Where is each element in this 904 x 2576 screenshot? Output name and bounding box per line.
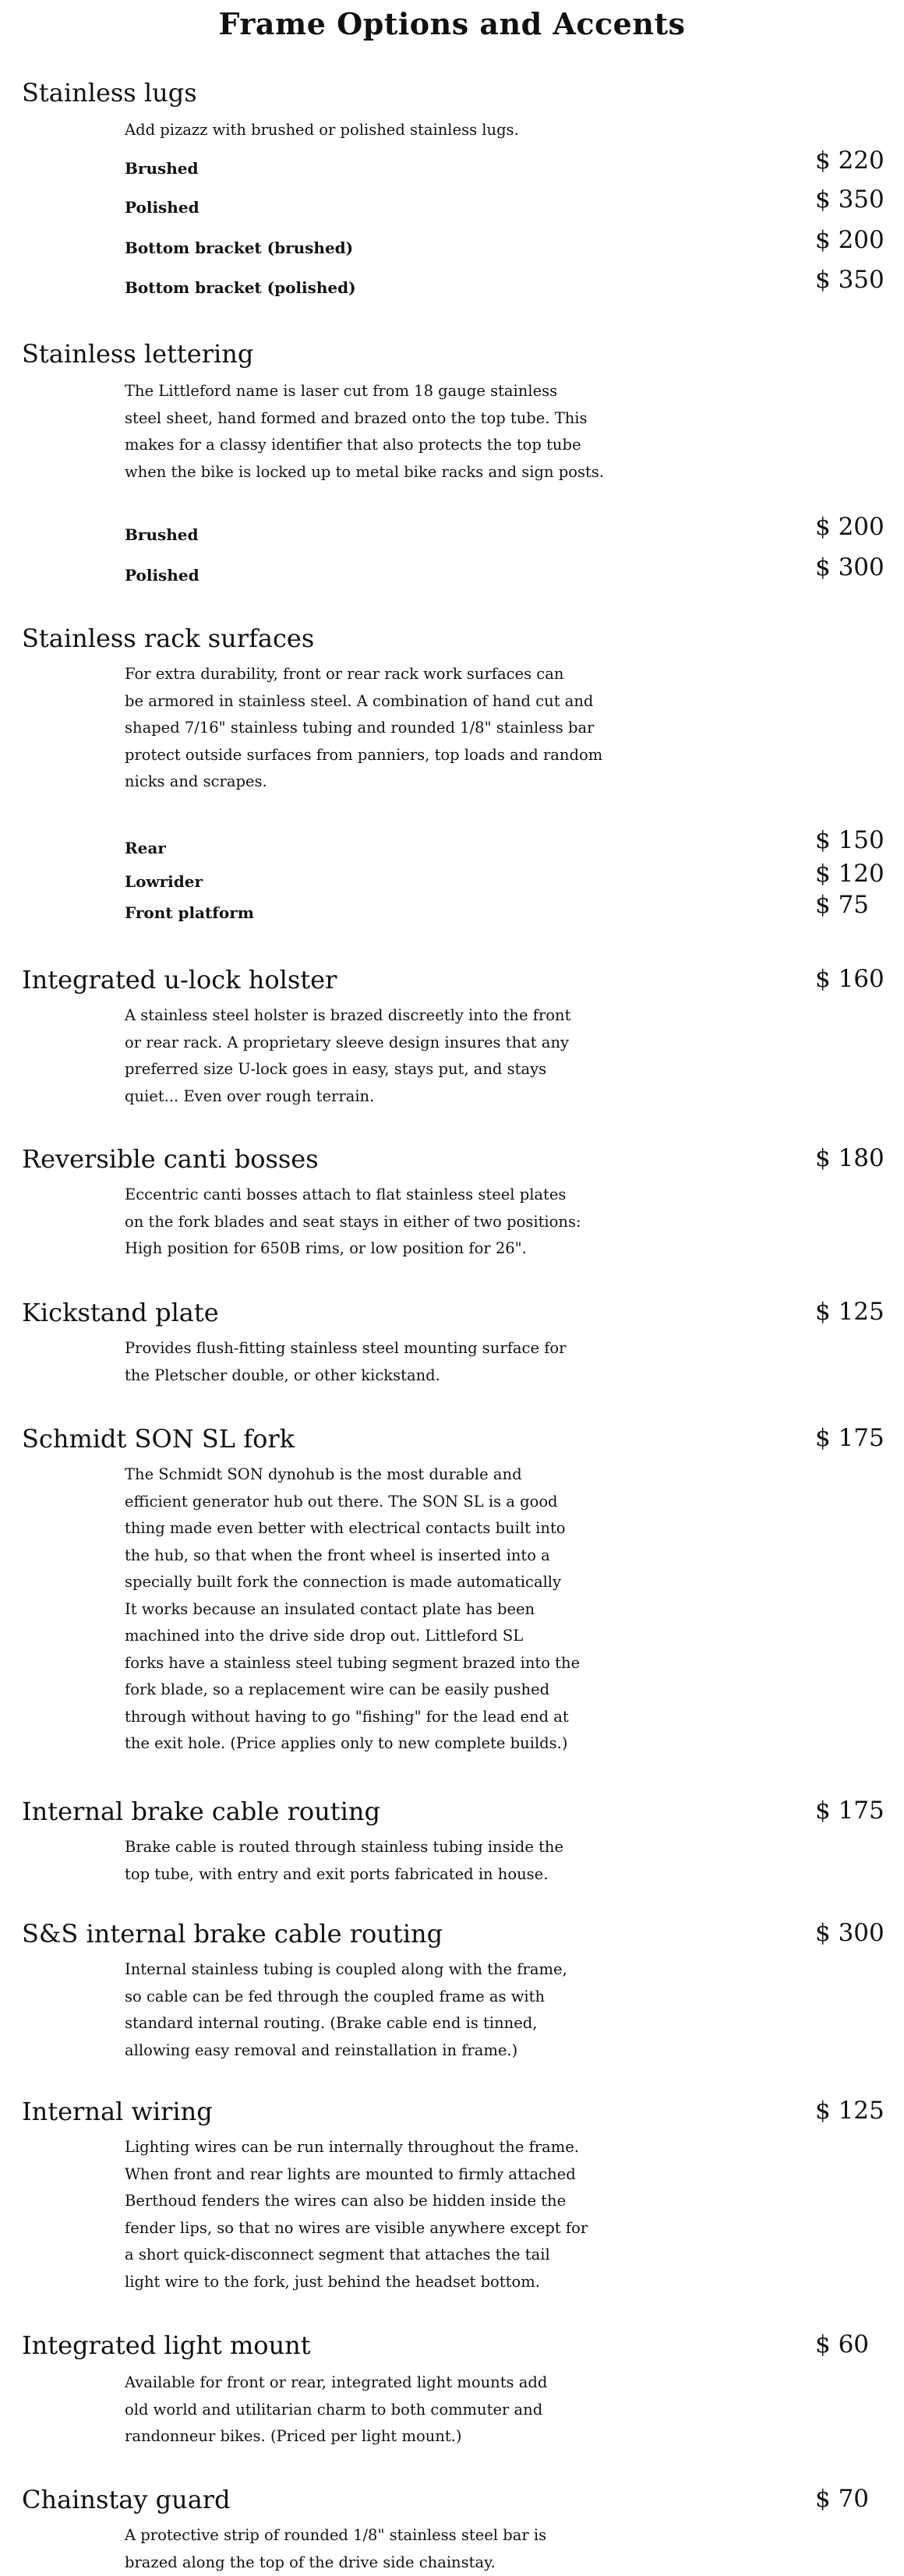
description-line: the exit hole. (Price applies only to new complete builds.) xyxy=(125,1730,670,1758)
description-line: top tube, with entry and exit ports fabricated in house. xyxy=(125,1861,670,1889)
section-heading: Kickstand plate xyxy=(22,1298,219,1327)
option-label: Brushed xyxy=(125,525,199,544)
option-price: $ 350 xyxy=(815,266,885,294)
section-heading: Internal brake cable routing xyxy=(22,1797,380,1826)
section-heading: Chainstay guard xyxy=(22,2485,231,2514)
description-line: For extra durability, front or rear rack work surfaces can xyxy=(125,661,670,688)
option-label: Front platform xyxy=(125,903,254,922)
description-line: Brake cable is routed through stainless tubing inside the xyxy=(125,1834,670,1861)
description-line: When front and rear lights are mounted to firmly attached xyxy=(125,2161,670,2189)
section-heading: Stainless lettering xyxy=(22,339,253,369)
section-heading: Stainless lugs xyxy=(22,78,197,108)
section-heading: Integrated u-lock holster xyxy=(22,965,337,995)
description-line: The Littleford name is laser cut from 18 gauge stainless xyxy=(125,378,670,405)
description-line: the hub, so that when the front wheel is inserted into a xyxy=(125,1542,670,1570)
section-heading: Internal wiring xyxy=(22,2097,213,2126)
section-description xyxy=(125,2134,670,2295)
description-line: Add pizazz with brushed or polished stainless lugs. xyxy=(125,117,670,144)
option-price: $ 200 xyxy=(815,226,885,254)
section-heading: Schmidt SON SL fork xyxy=(22,1424,295,1454)
description-line: The Schmidt SON dynohub is the most durable and xyxy=(125,1461,670,1489)
description-line: the Pletscher double, or other kickstand. xyxy=(125,1362,670,1390)
description-line: thing made even better with electrical contacts built into xyxy=(125,1515,670,1542)
description-line: makes for a classy identifier that also protects the top tube xyxy=(125,432,670,459)
description-line: be armored in stainless steel. A combination of hand cut and xyxy=(125,688,670,716)
description-line: allowing easy removal and reinstallation in frame.) xyxy=(125,2037,670,2065)
section-heading: Integrated light mount xyxy=(22,2330,311,2360)
option-price: $ 350 xyxy=(815,186,885,214)
description-line: Provides flush-fitting stainless steel mounting surface for xyxy=(125,1335,670,1362)
section-description xyxy=(125,1182,670,1263)
description-line: A stainless steel holster is brazed discreetly into the front xyxy=(125,1002,670,1030)
description-line: It works because an insulated contact plate has been xyxy=(125,1596,670,1624)
section-description xyxy=(125,1335,670,1389)
section-price: $ 125 xyxy=(815,2097,885,2125)
section-heading: Reversible canti bosses xyxy=(22,1144,319,1174)
description-line: forks have a stainless steel tubing segment brazed into the xyxy=(125,1650,670,1677)
option-price: $ 150 xyxy=(815,826,885,854)
description-line: so cable can be fed through the coupled frame as with xyxy=(125,1984,670,2011)
description-line: quiet... Even over rough terrain. xyxy=(125,1083,670,1111)
description-line: specially built fork the connection is made automatically xyxy=(125,1569,670,1596)
description-line: Internal stainless tubing is coupled along with the frame, xyxy=(125,1956,670,1984)
section-description xyxy=(125,1834,670,1888)
description-line: a short quick-disconnect segment that attaches the tail xyxy=(125,2242,670,2269)
section-price: $ 125 xyxy=(815,1298,885,1326)
description-line: on the fork blades and seat stays in either of two positions: xyxy=(125,1209,670,1236)
option-price: $ 75 xyxy=(815,891,869,919)
description-line: fork blade, so a replacement wire can be easily pushed xyxy=(125,1677,670,1704)
description-line: steel sheet, hand formed and brazed onto the top tube. This xyxy=(125,405,670,433)
description-line: High position for 650B rims, or low position for 26". xyxy=(125,1235,670,1263)
option-label: Brushed xyxy=(125,159,199,178)
option-label: Bottom bracket (brushed) xyxy=(125,239,353,257)
section-price: $ 60 xyxy=(815,2330,869,2359)
section-description xyxy=(125,1002,670,1110)
description-line: old world and utilitarian charm to both commuter and xyxy=(125,2397,670,2424)
section-description xyxy=(125,378,670,486)
description-line: A protective strip of rounded 1/8" stainless steel bar is xyxy=(125,2522,670,2549)
description-line: or rear rack. A proprietary sleeve design insures that any xyxy=(125,1030,670,1057)
section-description xyxy=(125,1461,670,1758)
description-line: nicks and scrapes. xyxy=(125,769,670,796)
section-price: $ 70 xyxy=(815,2485,869,2513)
section-description xyxy=(125,117,670,144)
description-line: fender lips, so that no wires are visible anywhere except for xyxy=(125,2215,670,2242)
description-line: light wire to the fork, just behind the headset bottom. xyxy=(125,2269,670,2296)
description-line: shaped 7/16" stainless tubing and rounded 1/8" stainless bar xyxy=(125,715,670,742)
description-line: Berthoud fenders the wires can also be hidden inside the xyxy=(125,2188,670,2215)
section-price: $ 180 xyxy=(815,1144,885,1172)
option-price: $ 220 xyxy=(815,147,885,175)
section-price: $ 300 xyxy=(815,1919,885,1947)
section-description xyxy=(125,2369,670,2451)
description-line: through without having to go "fishing" for the lead end at xyxy=(125,1704,670,1731)
description-line: Lighting wires can be run internally throughout the frame. xyxy=(125,2134,670,2161)
section-price: $ 175 xyxy=(815,1424,885,1452)
description-line: efficient generator hub out there. The SON SL is a good xyxy=(125,1489,670,1516)
description-line: preferred size U-lock goes in easy, stays put, and stays xyxy=(125,1056,670,1083)
description-line: Available for front or rear, integrated light mounts add xyxy=(125,2369,670,2397)
description-line: machined into the drive side drop out. Littleford SL xyxy=(125,1623,670,1650)
section-description xyxy=(125,2522,670,2576)
section-heading: Stainless rack surfaces xyxy=(22,624,314,653)
section-description xyxy=(125,1956,670,2064)
option-price: $ 120 xyxy=(815,860,885,888)
description-line: randonneur bikes. (Priced per light mount.) xyxy=(125,2423,670,2451)
description-line: brazed along the top of the drive side chainstay. xyxy=(125,2549,670,2576)
description-line: Eccentric canti bosses attach to flat stainless steel plates xyxy=(125,1182,670,1209)
option-label: Polished xyxy=(125,566,200,585)
description-line: standard internal routing. (Brake cable end is tinned, xyxy=(125,2010,670,2037)
section-description xyxy=(125,661,670,796)
page-title: Frame Options and Accents xyxy=(0,6,904,41)
option-label: Bottom bracket (polished) xyxy=(125,278,356,297)
option-price: $ 200 xyxy=(815,513,885,541)
option-label: Lowrider xyxy=(125,872,203,891)
description-line: protect outside surfaces from panniers, top loads and random xyxy=(125,742,670,769)
description-line: when the bike is locked up to metal bike racks and sign posts. xyxy=(125,459,670,486)
section-price: $ 160 xyxy=(815,965,885,993)
option-label: Rear xyxy=(125,839,166,857)
section-price: $ 175 xyxy=(815,1797,885,1825)
section-heading: S&S internal brake cable routing xyxy=(22,1919,443,1949)
option-label: Polished xyxy=(125,198,200,217)
option-price: $ 300 xyxy=(815,553,885,581)
